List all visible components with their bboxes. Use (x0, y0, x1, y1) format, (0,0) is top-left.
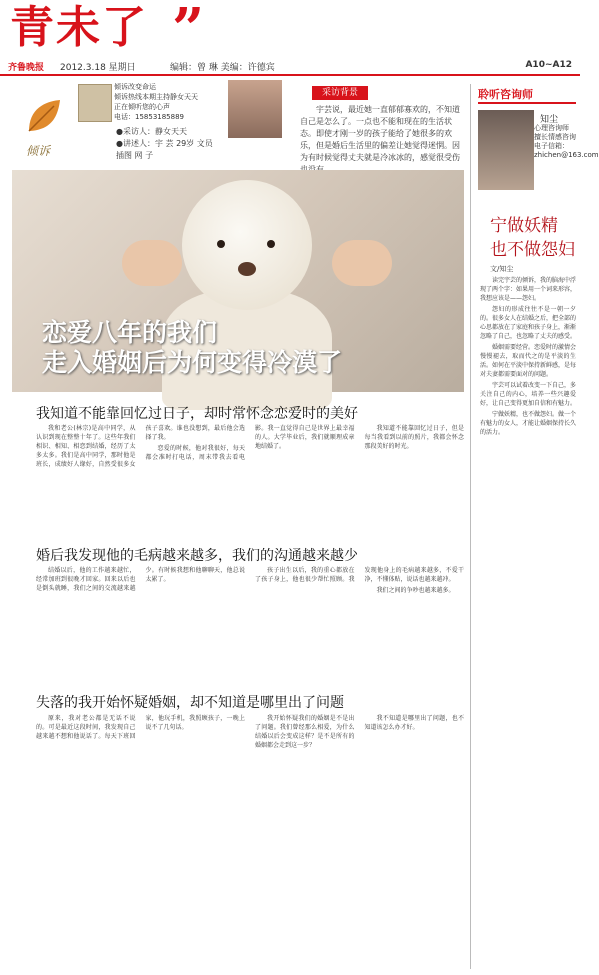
contact-info (114, 82, 224, 122)
info-line: 电子信箱：zhichen@163.com (534, 142, 599, 159)
section-body (36, 424, 464, 536)
paragraph: 我开始怀疑我们的婚姻是不是出了问题。我们曾经那么相爱，为什么结婚以后会变成这样？是不是所有的婚姻都会走到这一步？ (255, 715, 355, 749)
advice-title-line: 宁做妖精 (490, 216, 558, 236)
editor-credit: 编辑：曾 琳 美编：许德宾 (170, 63, 275, 73)
hero-title-line: 恋爱八年的我们 (42, 318, 218, 347)
section-body (36, 566, 464, 678)
host-avatar (78, 84, 112, 122)
paragraph: 怨妇的形成往往不是一朝一夕的。很多女人在结婚之后，把全部的心思都放在了家庭和孩子身上，渐渐忽略了自己，也忽略了丈夫的感受。 (480, 306, 577, 340)
bear-head (182, 180, 312, 310)
paragraph: 婚姻需要经营。恋爱时的激情会慢慢褪去，取而代之的是平淡的生活。如何在平淡中保持新鲜感，是每对夫妻都需要面对的问题。 (480, 344, 577, 378)
column-portrait-image (228, 80, 282, 138)
interview-credits (116, 126, 213, 162)
counselor-name: 知尘 (540, 115, 559, 125)
page-range: A10~A12 (525, 60, 572, 70)
info-bar (0, 58, 580, 76)
paragraph: 恋爱的时候，他对我很好，每天都会准时打电话，周末带我去看电影。我一直觉得自己是世界上最幸福的人。大学毕业后，我们就顺理成章地结婚了。 (145, 425, 355, 461)
column-box (18, 80, 288, 168)
contact-line: 倾诉热线本期主持静女天天 (114, 93, 198, 101)
topic-tag: 采访背景 (312, 86, 368, 100)
column-divider (470, 84, 471, 969)
advice-byline: 文/知尘 (490, 265, 514, 273)
leaf-icon (24, 96, 64, 136)
advice-title-line: 也不做怨妇 (490, 240, 575, 260)
bear-eye (267, 240, 275, 248)
contact-line: 倾诉改变命运 (114, 83, 156, 91)
contact-line: 电话：15853185889 (114, 113, 184, 121)
counselor-header: 聆听咨询师 (478, 86, 576, 104)
column-label: 倾诉 (26, 144, 51, 158)
paper-logo: 齐鲁晚报 (8, 63, 45, 73)
paragraph: 宁做妖精，也不做怨妇。做一个有魅力的女人，才能让婚姻保持长久的活力。 (480, 411, 577, 436)
paragraph: 读完宇芸的倾诉，我的脑海中浮现了两个字：如果用一个词来形容，我想应该是——怨妇。 (480, 277, 577, 302)
hero-image (12, 170, 464, 392)
paragraph: 我知道不能靠回忆过日子，但是每当我看到以前的照片，我都会怀念那段美好的时光。 (364, 425, 464, 450)
credit-line: 插图 网 子 (116, 151, 154, 160)
paragraph: 结婚以后，他的工作越来越忙，经常加班到很晚才回家。回来以后也是倒头就睡，我们之间的交流越来越少。有时候我想和他聊聊天，他总说太累了。 (36, 567, 245, 592)
masthead-title: 青未了 (10, 2, 148, 53)
bear-nose (238, 262, 256, 276)
section-subtitle: 我知道不能靠回忆过日子，却时常怀念恋爱时的美好 (36, 406, 358, 422)
info-line: 擅长情感咨询 (534, 133, 576, 141)
masthead-quote: ” (172, 0, 205, 62)
section-body (36, 714, 464, 966)
masthead (4, 0, 304, 62)
paragraph: 我和老公(林宗)是高中同学，从认识到现在整整十年了。这些年我们相识、相知、相恋到结婚，经历了太多太多。我们是高中同学，那时他是班长，成绩好人缘好，自然受很多女孩子喜欢。谁也没想到，最后他会选择了我。 (36, 425, 245, 468)
counselor-photo (478, 110, 534, 190)
hero-title-line: 走入婚姻后为何变得冷漠了 (42, 348, 343, 377)
contact-line: 正在倾听您的心声 (114, 103, 170, 111)
issue-date: 2012.3.18 星期日 (60, 63, 136, 73)
section-subtitle: 失落的我开始怀疑婚姻，却不知道是哪里出了问题 (36, 695, 344, 711)
hand-left (122, 240, 182, 286)
info-line: 心理咨询师 (534, 124, 569, 132)
hero-title (42, 318, 342, 378)
paragraph: 我不知道是哪里出了问题，也不知道该怎么办才好。 (364, 715, 464, 731)
intro-text: 宇芸说，最近她一直郁郁寡欢的，不知道自己是怎么了。一点也不能和现在的生活状态。即使才刚一岁的孩子能给了她很多的欢乐，但是婚后生活里的偏差让她觉得迷惘。因为有时候觉得丈夫就是冷冰冰的，感觉很受伤 (300, 105, 460, 162)
paragraph: 宇芸可以试着改变一下自己，多关注自己的内心，培养一些兴趣爱好，让自己变得更加自信和有魅力。 (480, 382, 577, 407)
credit-line: ●采访人：静女天天 (116, 127, 187, 136)
paragraph: 我们之间的争吵也越来越多。 (376, 587, 455, 594)
credit-line: ●讲述人：宇 芸 29岁 文员 (116, 139, 213, 148)
hand-right (332, 240, 392, 286)
section-subtitle: 婚后我发现他的毛病越来越多，我们的沟通越来越少 (36, 548, 358, 564)
advice-body (480, 276, 576, 966)
paragraph: 原来，我对老公都是无话不说的。可是最近这段时间，我发现自己越来越不想和他说话了。每天下班回家，他玩手机，我照顾孩子，一晚上说不了几句话。 (36, 715, 245, 740)
counselor-info (534, 124, 599, 160)
advice-title (490, 214, 575, 262)
paragraph: 孩子出生以后，我的重心都放在了孩子身上，他也很少帮忙照顾。我发现他身上的毛病越来越多，不爱干净，不懂体贴，说话也越来越冲。 (255, 567, 464, 583)
bear-eye (217, 240, 225, 248)
